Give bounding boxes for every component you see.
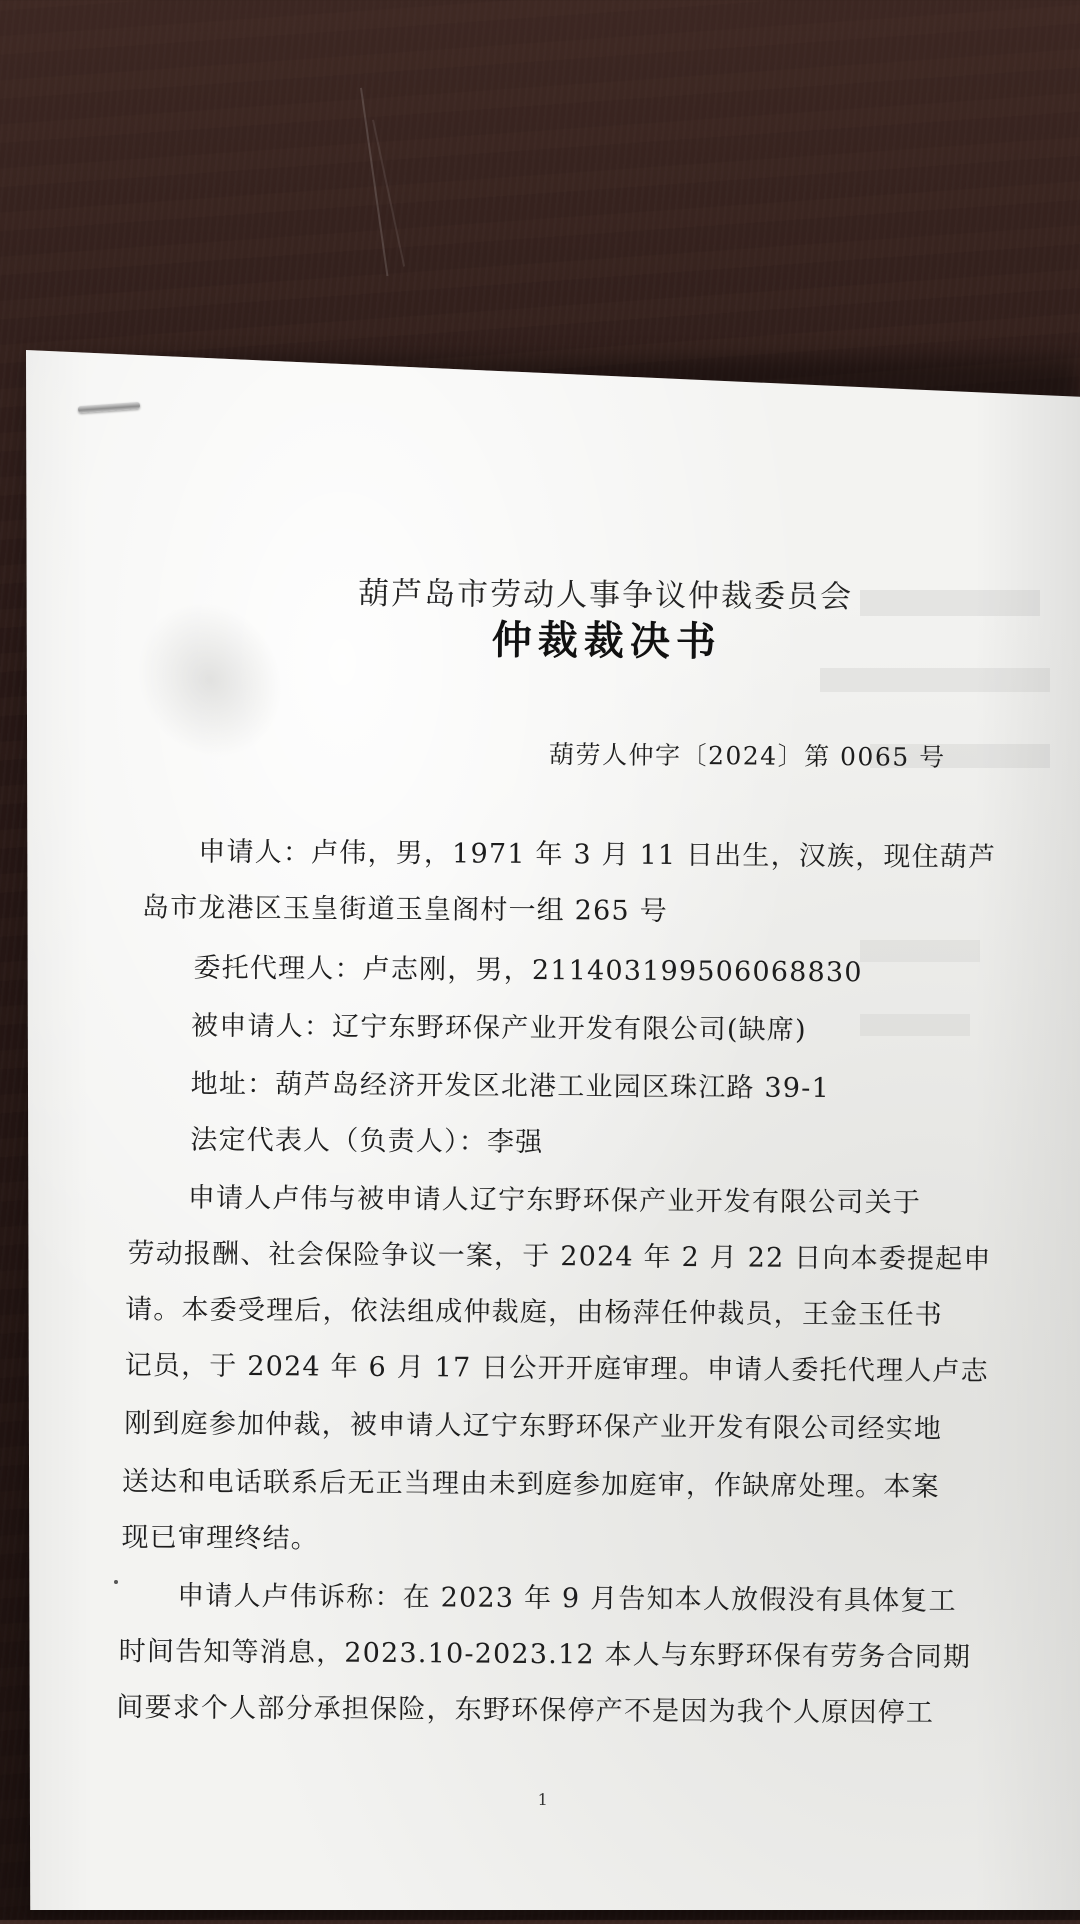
respondent-line: 被申请人：辽宁东野环保产业开发有限公司(缺席) [191, 1010, 807, 1046]
address-line: 地址：葫芦岛经济开发区北港工业园区珠江路 39-1 [190, 1068, 831, 1105]
document-title: 仲裁裁决书 [491, 616, 722, 666]
claim-line: 时间告知等消息，2023.10-2023.12 本人与东野环保有劳务合同期 [118, 1636, 972, 1674]
applicant-line-2: 岛市龙港区玉皇街道玉皇阁村一组 265 号 [141, 892, 668, 927]
agent-line: 委托代理人：卢志刚，男，211403199506068830 [193, 952, 863, 989]
case-number: 葫劳人仲字〔2024〕第 0065 号 [548, 740, 946, 772]
paragraph-line: 劳动报酬、社会保险争议一案，于 2024 年 2 月 22 日向本委提起申 [127, 1238, 992, 1276]
organization-name: 葫芦岛市劳动人事争议仲裁委员会 [358, 575, 854, 616]
claim-line: 间要求个人部分承担保险，东野环保停产不是因为我个人原因停工 [116, 1692, 935, 1729]
page-number: 1 [537, 1790, 548, 1810]
ink-dot [114, 1580, 118, 1584]
paragraph-line: 申请人卢伟与被申请人辽宁东野环保产业开发有限公司关于 [187, 1182, 922, 1219]
paragraph-line: 现已审理终结。 [121, 1522, 320, 1555]
applicant-line-1: 申请人：卢伟，男，1971 年 3 月 11 日出生，汉族，现住葫芦 [198, 836, 997, 874]
paragraph-line: 记员，于 2024 年 6 月 17 日公开开庭审理。申请人委托代理人卢志 [124, 1350, 989, 1388]
paragraph-line: 刚到庭参加仲裁，被申请人辽宁东野环保产业开发有限公司经实地 [124, 1408, 943, 1445]
claim-line: 申请人卢伟诉称：在 2023 年 9 月告知本人放假没有具体复工 [177, 1580, 957, 1617]
paragraph-line: 送达和电话联系后无正当理由未到庭参加庭审，作缺席处理。本案 [121, 1466, 940, 1503]
paragraph-line: 请。本委受理后，依法组成仲裁庭，由杨萍任仲裁员，王金玉任书 [125, 1294, 944, 1331]
legal-rep-line: 法定代表人（负责人）：李强 [190, 1124, 544, 1159]
